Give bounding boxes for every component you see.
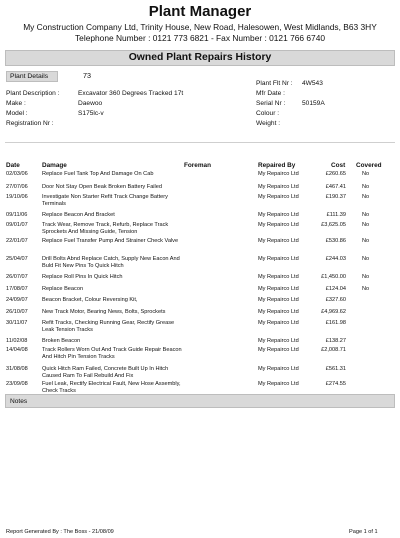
row-covered: No (362, 256, 370, 262)
row-damage: Replace Roll Pins In Quick Hitch (42, 274, 123, 280)
row-date: 25/04/07 (6, 256, 28, 262)
row-repaired-by: My Repairco Ltd (258, 286, 299, 292)
column-header-cost: Cost (331, 162, 346, 169)
row-date: 09/11/06 (6, 212, 28, 218)
row-date: 23/09/08 (6, 381, 28, 387)
row-damage: Replace Beacon (42, 286, 84, 292)
weight-label: Weight : (256, 120, 281, 127)
row-repaired-by: My Repairco Ltd (258, 256, 299, 262)
make-label: Make : (6, 100, 26, 107)
row-cost: £190.37 (325, 194, 346, 200)
row-date: 26/07/07 (6, 274, 28, 280)
row-date: 02/03/06 (6, 171, 28, 177)
row-repaired-by: My Repairco Ltd (258, 184, 299, 190)
row-date: 31/08/08 (6, 366, 28, 372)
row-repaired-by: My Repairco Ltd (258, 297, 299, 303)
row-damage: Replace Beacon And Bracket (42, 212, 115, 218)
row-repaired-by: My Repairco Ltd (258, 338, 299, 344)
row-cost: £3,625.05 (321, 222, 346, 228)
column-header-covered: Covered (356, 162, 382, 169)
row-damage: Quick Hitch Ram Failed, Concrete Built Up In Hitch Caused Ram To Fail Rebuild And Fix (42, 366, 169, 379)
row-damage: Track Wear, Remove Track, Refurb, Replace Track Sprockets And Missing Guide, Tension (42, 222, 169, 235)
row-date: 30/11/07 (6, 320, 28, 326)
row-date: 09/01/07 (6, 222, 28, 228)
row-cost: £124.04 (325, 286, 346, 292)
row-date: 17/08/07 (6, 286, 28, 292)
row-repaired-by: My Repairco Ltd (258, 194, 299, 200)
plant-details-value: 73 (83, 71, 91, 80)
row-damage: Track Rollers Worn Out And Track Guide Repair Beacon And Hitch Pin Tension Tracks (42, 347, 182, 360)
row-cost: £161.98 (325, 320, 346, 326)
serial-label: Serial Nr : (256, 100, 286, 107)
row-covered: No (362, 194, 370, 200)
row-covered: No (362, 212, 370, 218)
row-damage: Door Not Stay Open Beak Broken Battery Failed (42, 184, 163, 190)
row-cost: £260.65 (325, 171, 346, 177)
row-cost: £138.27 (325, 338, 346, 344)
row-damage: Beacon Bracket, Colour Reversing Kit, (42, 297, 138, 303)
row-date: 22/01/07 (6, 238, 28, 244)
row-covered: No (362, 286, 370, 292)
row-covered: No (362, 184, 370, 190)
row-cost: £4,969.62 (321, 309, 346, 315)
row-repaired-by: My Repairco Ltd (258, 366, 299, 372)
plant-description-label: Plant Description : (6, 90, 60, 97)
row-cost: £2,008.71 (321, 347, 346, 353)
row-date: 27/07/06 (6, 184, 28, 190)
company-address (0, 22, 400, 44)
row-damage: Replace Fuel Transfer Pump And Strainer Check Valve (42, 238, 179, 244)
divider (5, 142, 395, 143)
row-cost: £244.03 (325, 256, 346, 262)
row-repaired-by: My Repairco Ltd (258, 381, 299, 387)
row-cost: £530.86 (325, 238, 346, 244)
row-repaired-by: My Repairco Ltd (258, 320, 299, 326)
column-header-foreman: Foreman (184, 162, 211, 169)
column-header-damage: Damage (42, 162, 67, 169)
mfr-date-label: Mfr Date : (256, 90, 285, 97)
row-cost: £327.60 (325, 297, 346, 303)
row-repaired-by: My Repairco Ltd (258, 309, 299, 315)
page-title: Plant Manager (148, 3, 252, 20)
row-damage: Broken Beacon (42, 338, 81, 344)
row-damage: Investigate Non Starter Refit Track Change Battery Terminals (42, 194, 168, 207)
row-repaired-by: My Repairco Ltd (258, 274, 299, 280)
row-repaired-by: My Repairco Ltd (258, 347, 299, 353)
column-header-repaired-by: Repaired By (258, 162, 296, 169)
model-label: Model : (6, 110, 28, 117)
row-date: 24/09/07 (6, 297, 28, 303)
colour-label: Colour : (256, 110, 280, 117)
row-date: 19/10/06 (6, 194, 28, 200)
row-damage: New Track Motor, Bearing News, Bolts, Sprockets (42, 309, 166, 315)
model-value: S175lc-v (78, 110, 104, 117)
footer-generated-by: Report Generated By : The Boss - 21/08/09 (6, 529, 114, 535)
notes-label: Notes (10, 398, 28, 405)
row-repaired-by: My Repairco Ltd (258, 238, 299, 244)
report-title-banner: Owned Plant Repairs History (5, 50, 395, 66)
row-damage: Fuel Leak, Rectify Electrical Fault, New Hose Assembly, Check Tracks (42, 381, 181, 394)
row-date: 26/10/07 (6, 309, 28, 315)
row-cost: £274.55 (325, 381, 346, 387)
notes-box (5, 394, 395, 408)
make-value: Daewoo (78, 100, 103, 107)
row-covered: No (362, 274, 370, 280)
row-covered: No (362, 238, 370, 244)
row-cost: £111.39 (326, 212, 346, 218)
plant-description-value: Excavator 360 Degrees Tracked 17t (78, 90, 184, 97)
phone-fax-line: Telephone Number : 0121 773 6821 - Fax Number : 0121 766 6740 (74, 33, 326, 43)
plant-fleet-label: Plant Flt Nr : (256, 80, 293, 87)
row-cost: £561.31 (325, 366, 346, 372)
row-repaired-by: My Repairco Ltd (258, 222, 299, 228)
row-repaired-by: My Repairco Ltd (258, 212, 299, 218)
row-cost: £1,450.00 (321, 274, 346, 280)
row-damage: Replace Fuel Tank Top And Damage On Cab (42, 171, 154, 177)
row-damage: Refit Tracks, Checking Running Gear, Rectify Grease Leak Tension Tracks (42, 320, 175, 333)
company-line: My Construction Company Ltd, Trinity House, New Road, Halesowen, West Midlands, B63 3HY (23, 22, 377, 32)
row-cost: £467.41 (325, 184, 346, 190)
plant-fleet-value: 4W543 (302, 80, 323, 87)
registration-label: Registration Nr : (6, 120, 54, 127)
row-date: 11/02/08 (6, 338, 28, 344)
footer-page-number: Page 1 of 1 (349, 529, 378, 535)
plant-details-label: Plant Details (6, 71, 58, 82)
serial-value: 50159A (302, 100, 325, 107)
row-repaired-by: My Repairco Ltd (258, 171, 299, 177)
row-damage: Drill Bolts Abnd Replace Catch, Supply New Eacon And Buld Fit New Pins To Quick Hitch (42, 256, 180, 269)
row-date: 14/04/08 (6, 347, 28, 353)
row-covered: No (362, 171, 370, 177)
row-covered: No (362, 222, 370, 228)
column-header-date: Date (6, 162, 20, 169)
